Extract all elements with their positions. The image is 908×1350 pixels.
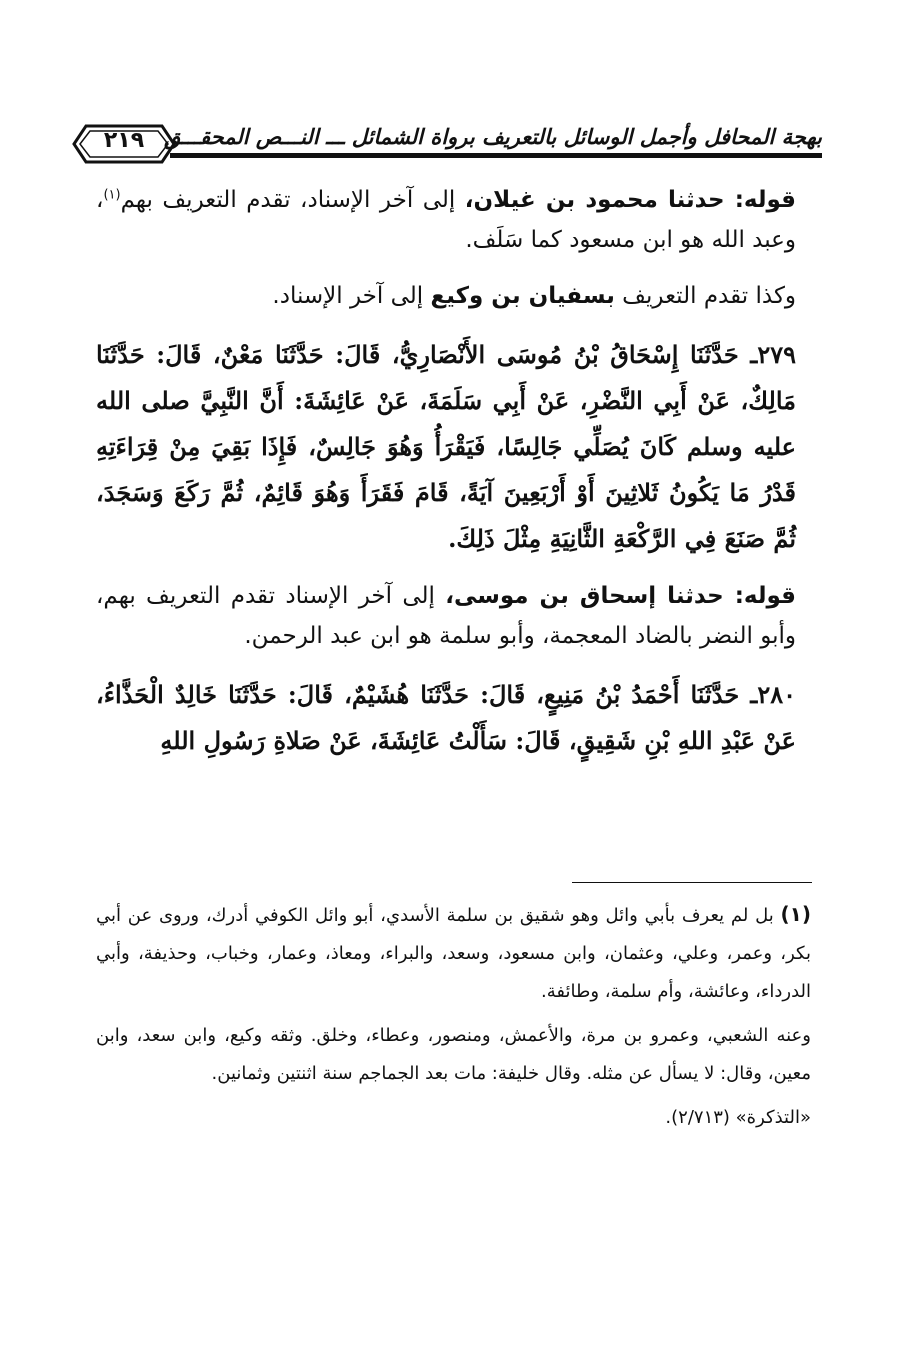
commentary-text-2a: وكذا تقدم التعريف [614, 283, 796, 309]
footnote-separator [572, 882, 812, 883]
commentary-tail-1: ، وعبد الله هو ابن مسعود كما سَلَف. [96, 187, 796, 253]
footnotes [96, 895, 811, 1143]
page-number: ٢١٩ [103, 128, 145, 153]
commentary-paragraph-1 [96, 180, 796, 260]
commentary-paragraph-3 [96, 576, 796, 656]
page-number-badge [70, 120, 178, 168]
commentary-paragraph-2 [96, 276, 796, 316]
footnote-1-source: «التذكرة» (٢/٧١٣). [665, 1107, 811, 1128]
commentary-text-1: إلى آخر الإسناد، تقدم التعريف بهم [120, 187, 465, 213]
commentary-lead-3: قوله: حدثنا إسحاق بن موسى، [445, 583, 796, 609]
main-text [96, 180, 796, 778]
footnote-number-1: (١) [780, 902, 811, 926]
hadith-280: ٢٨٠ـ حَدَّثَنَا أَحْمَدُ بْنُ مَنِيعٍ، قَالَ: حَدَّثَنَا هُشَيْمٌ، قَالَ: حَدَّثَنَا خَالِدٌ الْحَذَّاءُ، عَنْ عَبْدِ اللهِ بْنِ شَقِيقٍ، قَالَ: سَأَلْتُ عَائِشَةَ، عَنْ صَلاةِ رَسُولِ اللهِ [96, 680, 796, 755]
commentary-text-2b: إلى آخر الإسناد. [272, 283, 431, 309]
footnote-reference-1: (١) [103, 187, 121, 203]
hadith-279: ٢٧٩ـ حَدَّثَنَا إِسْحَاقُ بْنُ مُوسَى الأَنْصَارِيُّ، قَالَ: حَدَّثَنَا مَعْنٌ، قَالَ: حَدَّثَنَا مَالِكٌ، عَنْ أَبِي النَّضْرِ، عَنْ أَبِي سَلَمَةَ، عَنْ عَائِشَةَ: أَنَّ النَّبِيَّ صلى الله عليه وسلم كَانَ يُصَلِّي جَالِسًا، فَيَقْرَأُ وَهُوَ جَالِسٌ، فَإِذَا بَقِيَ مِنْ قِرَاءَتِهِ قَدْرُ مَا يَكُونُ ثَلاثِينَ أَوْ أَرْبَعِينَ آيَةً، قَامَ فَقَرَأَ وَهُوَ قَائِمٌ، ثُمَّ رَكَعَ وَسَجَدَ، ثُمَّ صَنَعَ فِي الرَّكْعَةِ الثَّانِيَةِ مِثْلَ ذَلِكَ. [96, 340, 796, 553]
header-rule [170, 153, 822, 158]
footnote-text-1: بل لم يعرف بأبي وائل وهو شقيق بن سلمة الأسدي، أبو وائل الكوفي أدرك، وروى عن أبي بكر، وعمر، وعلي، وعثمان، وابن مسعود، وسعد، والبراء، ومعاذ، وعمار، وخباب، وحذيفة، وأبي الدرداء، وعائشة، وأم سلمة، وطائفة. [96, 905, 811, 1002]
header-title: بهجة المحافل وأجمل الوسائل بالتعريف برواة الشمائل ـــ النـــص المحقـــق [164, 124, 822, 149]
footnote-1-continuation: وعنه الشعبي، وعمرو بن مرة، والأعمش، ومنصور، وعطاء، وخلق. وثقه وكيع، وابن سعد، وابن معين، وقال: لا يسأل عن مثله. وقال خليفة: مات بعد الجماجم سنة اثنتين وثمانين. [96, 1025, 811, 1084]
commentary-text-3: إلى آخر الإسناد تقدم التعريف بهم، وأبو النضر بالضاد المعجمة، وأبو سلمة هو ابن عبد الرحمن. [96, 583, 796, 649]
commentary-lead-1: قوله: حدثنا محمود بن غيلان، [464, 187, 796, 213]
running-header [70, 120, 822, 176]
commentary-bold-2: بسفيان بن وكيع [430, 283, 615, 309]
footnote-1 [96, 895, 811, 1011]
